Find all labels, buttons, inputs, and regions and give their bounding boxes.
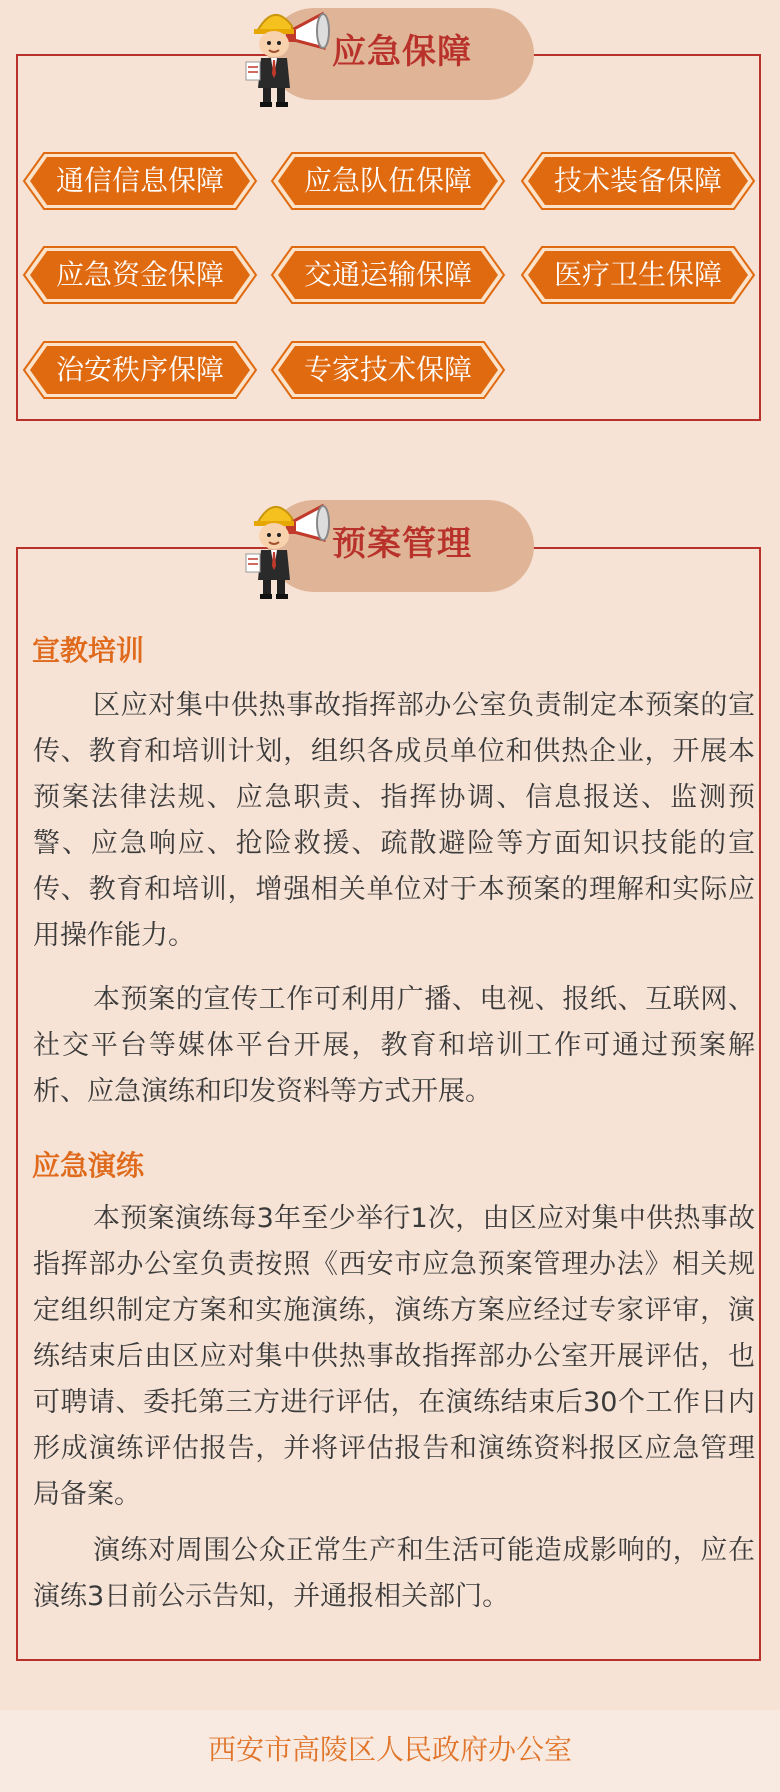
section-title: 应急保障: [332, 32, 472, 72]
paragraph: 本预案演练每3年至少举行1次，由区应对集中供热事故指挥部办公室负责按照《西安市应急预案管理办法》相关规定组织制定方案和实施演练，演练方案应经过专家评审，演练结束后由区应对集中供热事故指挥部办公室开展评估，也可聘请、委托第三方进行评估，在演练结束后30个工作日内形成演练评估报告，并将评估报告和演练资料报区应急管理局备案。: [33, 1203, 755, 1510]
tag-label: 治安秩序保障: [55, 353, 224, 386]
paragraph: 区应对集中供热事故指挥部办公室负责制定本预案的宣传、教育和培训计划，组织各成员单位和供热企业，开展本预案法律法规、应急职责、指挥协调、信息报送、监测预警、应急响应、抢险救援、疏散避险等方面知识技能的宣传、教育和培训，增强相关单位对于本预案的理解和实际应用操作能力。: [33, 690, 755, 951]
paragraph: 演练对周围公众正常生产和生活可能造成影响的，应在演练3日前公示告知，并通报相关部门。: [33, 1535, 755, 1612]
tag-label: 交通运输保障: [303, 258, 472, 291]
tag-label: 技术装备保障: [553, 164, 722, 197]
subsection-heading-drill: 应急演练: [32, 1149, 145, 1182]
tag-communication: [22, 151, 258, 211]
tag-label: 应急资金保障: [55, 258, 224, 291]
paragraph: 本预案的宣传工作可利用广播、电视、报纸、互联网、社交平台等媒体平台开展，教育和培训工作可通过预案解析、应急演练和印发资料等方式开展。: [33, 984, 755, 1107]
footer-text: 西安市高陵区人民政府办公室: [207, 1733, 572, 1766]
tag-funds: [22, 245, 258, 305]
worker-megaphone-icon: [244, 0, 344, 110]
subsection-heading-training: 宣教培训: [32, 634, 145, 667]
tag-equipment: [520, 151, 756, 211]
tag-security: [22, 340, 258, 400]
tag-label: 应急队伍保障: [303, 164, 472, 197]
tag-medical: [520, 245, 756, 305]
worker-megaphone-icon: [244, 492, 344, 602]
tag-label: 专家技术保障: [303, 353, 472, 386]
tag-experts: [270, 340, 506, 400]
section-title: 预案管理: [332, 524, 472, 564]
tag-transport: [270, 245, 506, 305]
tag-label: 通信信息保障: [55, 164, 224, 197]
tag-label: 医疗卫生保障: [553, 258, 722, 291]
tag-team: [270, 151, 506, 211]
